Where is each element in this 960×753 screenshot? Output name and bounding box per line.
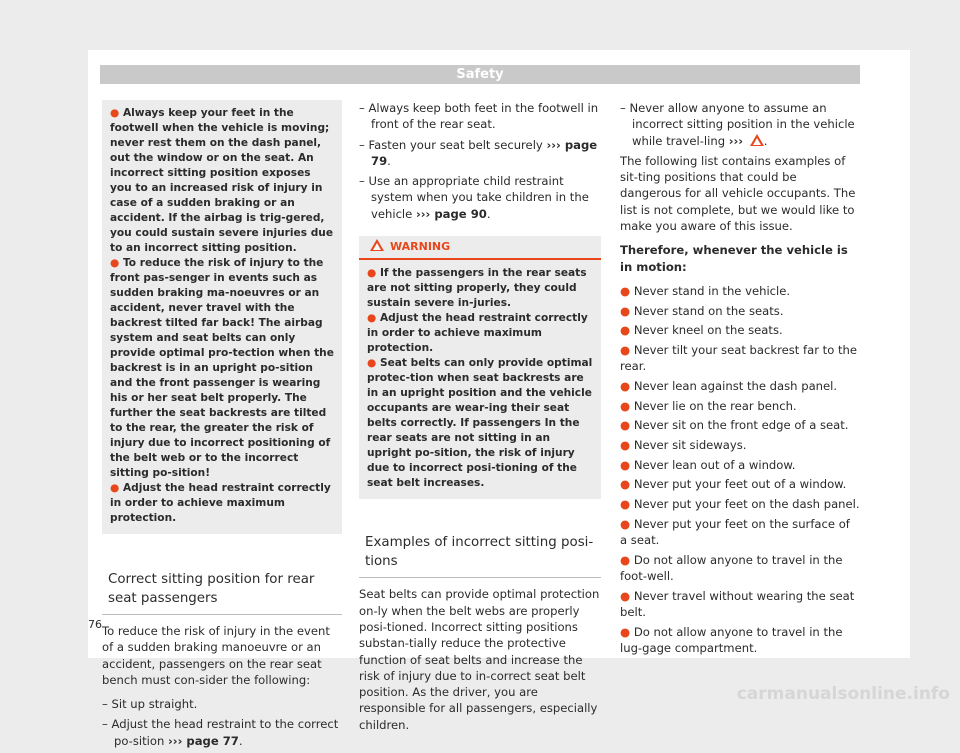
intro-paragraph: To reduce the risk of injury in the event of a sudden braking manoeuvre or an accident, passengers on the rear seat bench must con-sider the following:: [102, 624, 330, 687]
list-item: ● Never stand in the vehicle.: [620, 283, 791, 298]
bullet-icon: ●: [620, 418, 631, 433]
bullet-icon: ●: [620, 497, 631, 512]
bullet-icon: ●: [620, 457, 631, 472]
warning-header: WARNING: [359, 236, 601, 260]
bullet-icon: ●: [367, 267, 377, 280]
list-item: – Always keep both feet in the footwell in front of the rear seat.: [359, 101, 599, 132]
list-item: – Use an appropriate child restraint system when you take children in the vehicle ››› page 90.: [359, 174, 589, 221]
page-link[interactable]: ››› page 79: [371, 137, 598, 168]
list-item: ● Never put your feet out of a window.: [620, 477, 847, 492]
page-link[interactable]: ›››: [728, 133, 744, 148]
page-number: 76: [88, 618, 102, 631]
list-item: – Never allow anyone to assume an incorrect sitting position in the vehicle while travel-ling ››› .: [620, 101, 855, 148]
bullet-icon: ●: [620, 283, 631, 298]
section-title-incorrect-positions: Examples of incorrect sitting posi-tions: [359, 533, 601, 578]
list-item: ● Never lean out of a window.: [620, 457, 796, 472]
page-header: Safety: [100, 65, 860, 84]
bullet-icon: ●: [620, 303, 631, 318]
bullet-icon: ●: [110, 107, 120, 119]
list-item: ● Never sit sideways.: [620, 438, 747, 453]
list-item: ● Never put your feet on the dash panel.: [620, 497, 860, 512]
bullet-icon: ●: [620, 588, 631, 603]
bullet-icon: ●: [620, 624, 631, 639]
warning-item: ● If the passengers in the rear seats are not sitting properly, they could sustain severe in-juries.: [367, 267, 587, 310]
page-link[interactable]: ››› page 77: [168, 733, 239, 748]
column-middle: [359, 100, 601, 741]
warning-item: ● Adjust the head restraint correctly in order to achieve maximum protection.: [367, 312, 588, 355]
warning-box-continued: [102, 100, 342, 534]
bullet-icon: ●: [620, 477, 631, 492]
list-item: ● Never stand on the seats.: [620, 303, 784, 318]
warning-item: ● Adjust the head restraint correctly in order to achieve maximum protection.: [110, 482, 331, 524]
bullet-icon: ●: [620, 379, 631, 394]
bold-heading-line: Therefore, whenever the vehicle is in motion:: [620, 243, 848, 274]
bullet-icon: ●: [110, 482, 120, 494]
warning-item: ● Seat belts can only provide optimal protec-tion when seat backrests are in an upright position and the vehicle occupants are wear-ing their seat belts correctly. If passengers In the rear seats are not sitting in an upright po-sition, the risk of injury due to incorrect posi-tioning of the seat belt increases.: [367, 357, 593, 490]
warning-box: [359, 260, 601, 499]
warning-item: ● To reduce the risk of injury to the front pas-senger in events such as sudden braking ma-noeuvres or an accident, never travel with the backrest tilted far back! The airbag system and seat belts can only provide optimal pro-tection when the backrest is in an upright po-sition and the front passenger is wearing his or her seat belt properly. The further the seat backrests are tilted to the rear, the greater the risk of injury due to incorrect positioning of the belt web or to the incorrect sitting po-sition!: [110, 257, 334, 479]
list-item: ● Never lean against the dash panel.: [620, 379, 838, 394]
body-paragraph: Seat belts can provide optimal protection on-ly when the belt webs are properly posi-tioned. Incorrect sitting positions substan-tially reduce the protective function of seat belts and increase the risk of injury due to in-correct seat belt position. As the driver, you are responsible for all passengers, especially children.: [359, 587, 600, 732]
bullet-icon: ●: [620, 438, 631, 453]
section-title-rear-seat: Correct sitting position for rear seat passengers: [102, 570, 342, 615]
list-item: ● Never put your feet on the surface of a seat.: [620, 516, 850, 548]
list-item: ● Never travel without wearing the seat belt.: [620, 588, 855, 620]
bullet-icon: ●: [367, 357, 377, 370]
list-item: ● Do not allow anyone to travel in the lug-gage compartment.: [620, 624, 843, 656]
list-item: ● Never lie on the rear bench.: [620, 398, 797, 413]
page-link[interactable]: ››› page 90: [415, 206, 487, 221]
bullet-icon: ●: [620, 398, 631, 413]
warning-icon: [370, 239, 384, 251]
list-item: ● Never tilt your seat backrest far to the rear.: [620, 343, 858, 374]
column-left: [102, 100, 342, 753]
bullet-icon: ●: [620, 516, 631, 531]
bullet-icon: ●: [367, 312, 377, 325]
list-item: – Sit up straight.: [102, 697, 198, 712]
bullet-icon: ●: [620, 323, 631, 338]
list-item: – Adjust the head restraint to the correct po-sition ››› page 77.: [102, 717, 339, 748]
bullet-icon: ●: [620, 343, 631, 358]
column-right: [620, 100, 860, 660]
list-item: – Fasten your seat belt securely ››› page 79.: [359, 137, 598, 168]
incorrect-positions-list: [620, 283, 860, 656]
list-item: ● Never sit on the front edge of a seat.: [620, 418, 849, 433]
warning-icon: [750, 134, 764, 146]
body-paragraph: The following list contains examples of sit-ting positions that could be dangerous for all vehicle occupants. The list is not complete, but we would like to make you aware of this issue.: [620, 153, 856, 234]
warning-item: ● Always keep your feet in the footwell when the vehicle is moving; never rest them on the dash panel, out the window or on the seat. An incorrect sitting position exposes you to an increased risk of injury in case of a sudden braking or an accident. If the airbag is trig-gered, you could sustain severe injuries due to an incorrect sitting position.: [110, 107, 334, 254]
bullet-icon: ●: [620, 552, 631, 567]
bullet-icon: ●: [110, 257, 120, 269]
list-item: ● Do not allow anyone to travel in the foot-well.: [620, 552, 843, 584]
list-item: ● Never kneel on the seats.: [620, 323, 783, 338]
watermark: carmanualsonline.info: [736, 684, 950, 704]
